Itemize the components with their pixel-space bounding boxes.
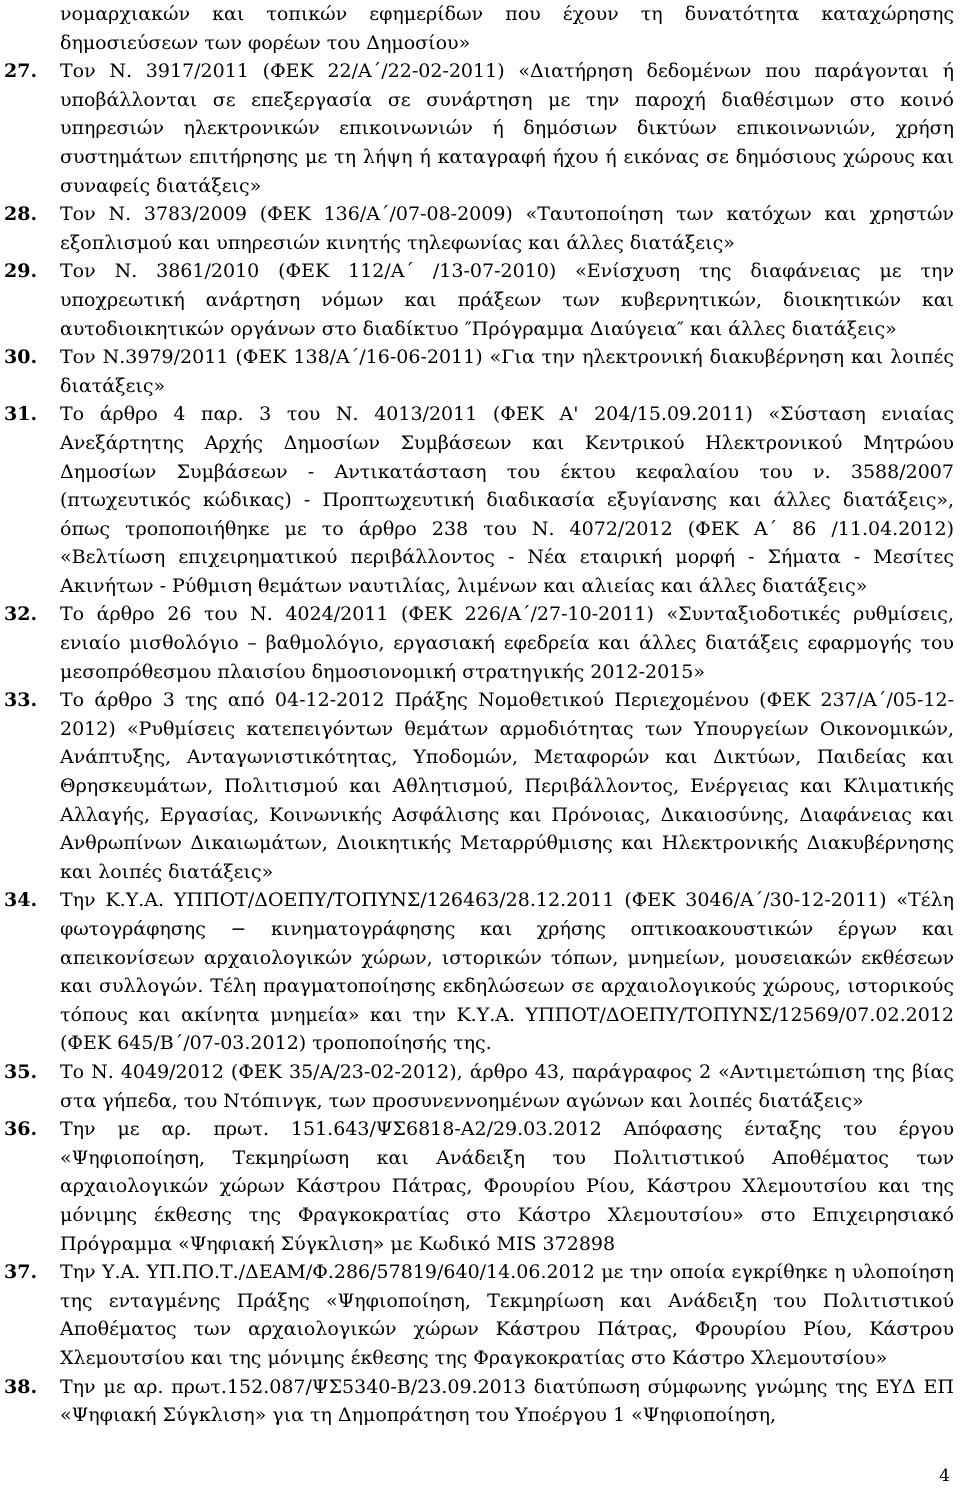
lead-in-paragraph xyxy=(0,0,954,57)
list-item xyxy=(0,1258,954,1372)
item-text: Τον Ν. 3861/2010 (ΦΕΚ 112/Α΄ /13-07-2010) «Ενίσχυση της διαφάνειας με την υποχρεωτική ανάρτηση νόμων και πράξεων των κυβερνητικών, διοικητικών και αυτοδιοικητικών οργάνων στο διαδίκτυο ″Πρόγραμμα Διαύγεια″ και άλλες διατάξεις» xyxy=(60,260,954,340)
list-item xyxy=(0,1058,954,1115)
item-number: 31. xyxy=(4,403,38,426)
item-number: 30. xyxy=(4,346,38,369)
item-text: Το άρθρο 26 του Ν. 4024/2011 (ΦΕΚ 226/Α΄/27-10-2011) «Συνταξιοδοτικές ρυθμίσεις, ενιαίο μισθολόγιο – βαθμολόγιο, εργασιακή εφεδρεία και άλλες διατάξεις εφαρμογής του μεσοπρόθεσμου πλαισίου δημοσιονομική στρατηγικής 2012-2015» xyxy=(60,603,954,683)
item-number: 34. xyxy=(4,889,38,912)
list-item xyxy=(0,57,954,200)
list-item xyxy=(0,1115,954,1258)
item-number: 37. xyxy=(4,1261,38,1284)
list-item xyxy=(0,600,954,686)
list-item xyxy=(0,686,954,886)
item-text: Το Ν. 4049/2012 (ΦΕΚ 35/Α/23-02-2012), άρθρο 43, παράγραφος 2 «Αντιμετώπιση της βίας στα γήπεδα, του Ντόπινγκ, των προσυνεννοημένων αγώνων και λοιπές διατάξεις» xyxy=(60,1060,954,1112)
item-text: Την με αρ. πρωτ.152.087/ΨΣ5340-Β/23.09.2013 διατύπωση σύμφωνης γνώμης της ΕΥΔ ΕΠ «Ψηφιακή Σύγκλιση» για τη Δημοπράτηση του Υποέργου 1 «Ψηφιοποίηση, xyxy=(60,1375,954,1427)
item-number: 36. xyxy=(4,1118,38,1141)
item-text: Την Κ.Υ.Α. ΥΠΠΟΤ/ΔΟΕΠΥ/ΤΟΠΥΝΣ/126463/28.12.2011 (ΦΕΚ 3046/Α΄/30-12-2011) «Τέλη φωτογράφησης − κινηματογράφησης και χρήσης οπτικοακουστικών έργων και απεικονίσεων αρχαιολογικών χώρων, ιστορικών τόπων, μνημείων, μουσειακών εκθέσεων και συλλογών. Τέλη πραγματοποίησης εκδηλώσεων σε αρχαιολογικούς χώρους, ιστορικούς τόπους και ακίνητα μνημεία» και την Κ.Υ.Α. ΥΠΠΟΤ/ΔΟΕΠΥ/ΤΟΠΥΝΣ/12569/07.02.2012 (ΦΕΚ 645/Β΄/07-03.2012) τροποποίησής της. xyxy=(60,889,954,1055)
item-text: Τον Ν. 3783/2009 (ΦΕΚ 136/Α΄/07-08-2009) «Ταυτοποίηση των κατόχων και χρηστών εξοπλισμού και υπηρεσιών κινητής τηλεφωνίας και άλλες διατάξεις» xyxy=(60,203,954,254)
list-item xyxy=(0,886,954,1058)
item-text: Την Υ.Α. ΥΠ.ΠΟ.Τ./ΔΕΑΜ/Φ.286/57819/640/14.06.2012 με την οποία εγκρίθηκε η υλοποίηση της ενταγμένης Πράξης «Ψηφιοποίηση, Τεκμηρίωση και Ανάδειξη του Πολιτιστικού Αποθέματος των αρχαιολογικών χώρων Κάστρου Πάτρας, Φρουρίου Ρίου, Κάστρου Χλεμουτσίου και της μόνιμης έκθεσης της Φραγκοκρατίας στο Κάστρο Χλεμουτσίου» xyxy=(60,1261,954,1369)
page-number: 4 xyxy=(939,1466,950,1486)
item-text: Τον Ν.3979/2011 (ΦΕΚ 138/Α΄/16-06-2011) «Για την ηλεκτρονική διακυβέρνηση και λοιπές διατάξεις» xyxy=(60,346,954,397)
item-text: Το άρθρο 4 παρ. 3 του Ν. 4013/2011 (ΦΕΚ Α' 204/15.09.2011) «Σύσταση ενιαίας Ανεξάρτητης Αρχής Δημοσίων Συμβάσεων και Κεντρικού Ηλεκτρονικού Μητρώου Δημοσίων Συμβάσεων - Αντικατάσταση του έκτου κεφαλαίου του ν. 3588/2007 (πτωχευτικός κώδικας) - Προπτωχευτική διαδικασία εξυγίανσης και άλλες διατάξεις», όπως τροποποιήθηκε με το άρθρο 238 του Ν. 4072/2012 (ΦΕΚ Α΄ 86 /11.04.2012) «Βελτίωση επιχειρηματικού περιβάλλοντος - Νέα εταιρική μορφή - Σήματα - Μεσίτες Ακινήτων - Ρύθμιση θεμάτων ναυτιλίας, λιμένων και αλιείας και άλλες διατάξεις» xyxy=(60,403,954,597)
list-item xyxy=(0,343,954,400)
item-number: 28. xyxy=(4,203,38,226)
item-number: 27. xyxy=(4,60,38,83)
list-item xyxy=(0,1373,954,1430)
lead-in-text: νομαρχιακών και τοπικών εφημερίδων που έχουν τη δυνατότητα καταχώρησης δημοσιεύσεων των φορέων του Δημοσίου» xyxy=(60,3,954,54)
item-text: Τον Ν. 3917/2011 (ΦΕΚ 22/Α΄/22-02-2011) «Διατήρηση δεδομένων που παράγονται ή υποβάλλονται σε επεξεργασία σε συνάρτηση με την παροχή διαθέσιμων στο κοινό υπηρεσιών ηλεκτρονικών επικοινωνιών ή δημόσιων δικτύων επικοινωνιών, χρήση συστημάτων επιτήρησης με τη λήψη ή καταγραφή ήχου ή εικόνας σε δημόσιους χώρους και συναφείς διατάξεις» xyxy=(60,60,954,197)
list-item xyxy=(0,400,954,600)
list-item xyxy=(0,200,954,257)
item-number: 32. xyxy=(4,603,38,626)
item-text: Την με αρ. πρωτ. 151.643/ΨΣ6818-Α2/29.03.2012 Απόφασης ένταξης του έργου «Ψηφιοποίηση, Τεκμηρίωση και Ανάδειξη του Πολιτιστικού Αποθέματος των αρχαιολογικών χώρων Κάστρου Πάτρας, Φρουρίου Ρίου, Κάστρου Χλεμουτσίου και της μόνιμης έκθεσης της Φραγκοκρατίας στο Κάστρο Χλεμουτσίου» στο Επιχειρησιακό Πρόγραμμα «Ψηφιακή Σύγκλιση» με Κωδικό MIS 372898 xyxy=(60,1118,954,1255)
list-item xyxy=(0,257,954,343)
item-number: 29. xyxy=(4,260,38,283)
item-number: 33. xyxy=(4,689,38,712)
item-text: Το άρθρο 3 της από 04-12-2012 Πράξης Νομοθετικού Περιεχομένου (ΦΕΚ 237/Α΄/05-12-2012) «Ρυθμίσεις κατεπειγόντων θεμάτων αρμοδιότητας των Υπουργείων Οικονομικών, Ανάπτυξης, Ανταγωνιστικότητας, Υποδομών, Μεταφορών και Δικτύων, Παιδείας και Θρησκευμάτων, Πολιτισμού και Αθλητισμού, Περιβάλλοντος, Ενέργειας και Κλιματικής Αλλαγής, Εργασίας, Κοινωνικής Ασφάλισης και Πρόνοιας, Δικαιοσύνης, Διαφάνειας και Ανθρωπίνων Δικαιωμάτων, Διοικητικής Μεταρρύθμισης και Ηλεκτρονικής Διακυβέρνησης και λοιπές διατάξεις» xyxy=(60,689,954,883)
item-number: 35. xyxy=(4,1060,38,1083)
item-number: 38. xyxy=(4,1375,38,1398)
